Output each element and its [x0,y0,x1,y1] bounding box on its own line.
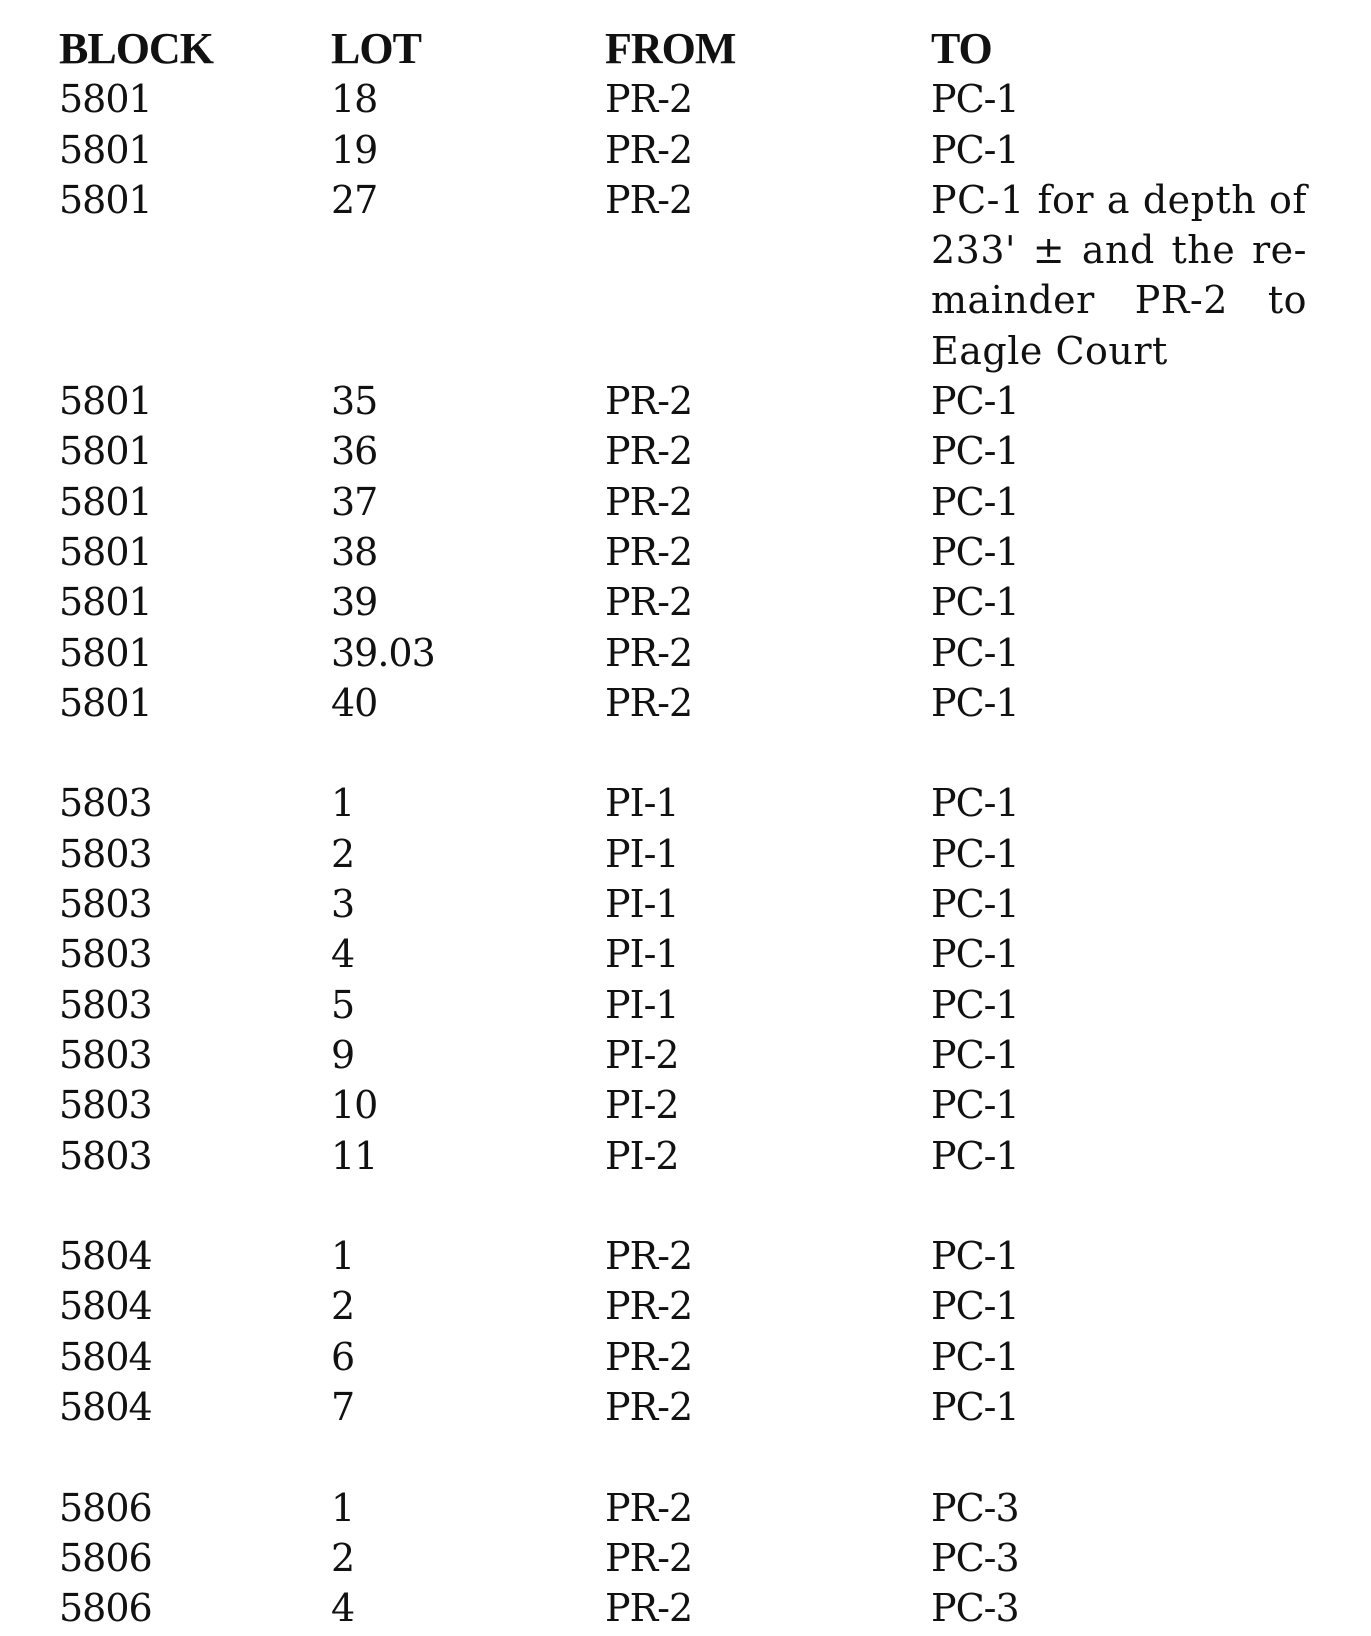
cell-from: PR-2 [605,177,693,222]
cell-to: PC-1 [931,1083,1019,1128]
table-row [59,175,1349,376]
cell-from: PR-2 [605,479,693,524]
cell-block: 5801 [59,177,152,222]
table-row [59,929,1349,979]
cell-lot: 2 [331,1284,355,1329]
table-row [59,376,1349,426]
cell-block: 5801 [59,479,152,524]
group-separator [59,728,1349,778]
table-row [59,1483,1349,1533]
cell-lot: 36 [331,429,378,474]
cell-lot: 27 [331,177,378,222]
cell-to: PC-1 [931,680,1019,725]
cell-from: PI-2 [605,1083,679,1128]
cell-block: 5803 [59,932,152,977]
cell-from: PR-2 [605,429,693,474]
cell-from: PR-2 [605,529,693,574]
group-separator [59,1432,1349,1482]
table-row [59,829,1349,879]
cell-from: PI-1 [605,882,679,927]
cell-from: PR-2 [605,680,693,725]
cell-lot: 11 [331,1133,378,1178]
cell-lot: 2 [331,831,355,876]
header-lot: LOT [331,24,421,73]
table-row [59,1231,1349,1281]
cell-to: PC-1 [931,1234,1019,1279]
cell-to: PC-1 [931,1133,1019,1178]
cell-to: PC-1 [931,1385,1019,1430]
cell-from: PI-2 [605,1032,679,1077]
cell-lot: 4 [331,1586,355,1631]
table-row [59,628,1349,678]
cell-lot: 5 [331,982,355,1027]
table-header-row [59,24,1349,74]
cell-lot: 6 [331,1334,355,1379]
cell-from: PR-2 [605,127,693,172]
cell-lot: 2 [331,1535,355,1580]
cell-lot: 38 [331,529,378,574]
cell-from: PR-2 [605,1234,693,1279]
cell-from: PR-2 [605,77,693,122]
cell-from: PI-1 [605,932,679,977]
cell-to: PC-1 for a depth of 233' ± and the re-mainder PR-2 to Eagle Court [931,177,1307,373]
cell-to: PC-1 [931,1032,1019,1077]
cell-block: 5806 [59,1485,152,1530]
table-row [59,879,1349,929]
cell-block: 5801 [59,680,152,725]
header-from: FROM [605,24,736,73]
table-row [59,1382,1349,1432]
table-row [59,1332,1349,1382]
table-row [59,1281,1349,1331]
cell-lot: 4 [331,932,355,977]
table-row [59,778,1349,828]
cell-block: 5801 [59,127,152,172]
cell-from: PR-2 [605,1385,693,1430]
table-row [59,980,1349,1030]
table-row [59,527,1349,577]
cell-lot: 1 [331,1485,355,1530]
cell-to: PC-3 [931,1586,1019,1631]
cell-to: PC-1 [931,882,1019,927]
cell-from: PI-1 [605,982,679,1027]
header-block: BLOCK [59,24,213,73]
cell-from: PR-2 [605,1535,693,1580]
cell-block: 5801 [59,630,152,675]
cell-to: PC-1 [931,77,1019,122]
cell-from: PR-2 [605,1586,693,1631]
cell-to: PC-1 [931,932,1019,977]
cell-block: 5801 [59,379,152,424]
table-row [59,125,1349,175]
cell-to: PC-1 [931,580,1019,625]
cell-to: PC-1 [931,127,1019,172]
cell-block: 5804 [59,1385,152,1430]
cell-to: PC-1 [931,479,1019,524]
cell-block: 5806 [59,1586,152,1631]
cell-block: 5803 [59,982,152,1027]
table-row [59,678,1349,728]
cell-lot: 1 [331,1234,355,1279]
cell-block: 5804 [59,1234,152,1279]
cell-from: PR-2 [605,1284,693,1329]
table-row [59,426,1349,476]
cell-lot: 40 [331,680,378,725]
cell-to: PC-1 [931,831,1019,876]
group-separator [59,1181,1349,1231]
cell-block: 5803 [59,1032,152,1077]
cell-block: 5801 [59,429,152,474]
table-row [59,1533,1349,1583]
table-row [59,577,1349,627]
cell-block: 5804 [59,1334,152,1379]
table-row [59,1131,1349,1181]
cell-block: 5801 [59,580,152,625]
cell-lot: 39.03 [331,630,435,675]
cell-from: PR-2 [605,379,693,424]
cell-block: 5803 [59,1133,152,1178]
cell-lot: 3 [331,882,355,927]
cell-to: PC-1 [931,982,1019,1027]
cell-from: PI-1 [605,781,679,826]
cell-block: 5803 [59,831,152,876]
table-row [59,1583,1349,1633]
cell-from: PR-2 [605,580,693,625]
cell-lot: 9 [331,1032,355,1077]
cell-lot: 10 [331,1083,378,1128]
table-row [59,74,1349,124]
cell-lot: 19 [331,127,378,172]
cell-block: 5801 [59,529,152,574]
cell-from: PI-2 [605,1133,679,1178]
cell-lot: 37 [331,479,378,524]
cell-from: PI-1 [605,831,679,876]
cell-to: PC-1 [931,1284,1019,1329]
cell-to: PC-1 [931,429,1019,474]
cell-lot: 7 [331,1385,355,1430]
cell-block: 5806 [59,1535,152,1580]
zoning-change-table [59,24,1349,1634]
cell-from: PR-2 [605,1334,693,1379]
cell-to: PC-1 [931,529,1019,574]
cell-from: PR-2 [605,1485,693,1530]
cell-lot: 35 [331,379,378,424]
header-to: TO [931,24,992,73]
cell-to: PC-1 [931,630,1019,675]
cell-block: 5803 [59,781,152,826]
cell-lot: 39 [331,580,378,625]
table-row [59,477,1349,527]
cell-lot: 18 [331,77,378,122]
cell-lot: 1 [331,781,355,826]
cell-block: 5804 [59,1284,152,1329]
cell-to: PC-1 [931,781,1019,826]
cell-to: PC-1 [931,379,1019,424]
cell-to: PC-3 [931,1535,1019,1580]
table-row [59,1080,1349,1130]
cell-from: PR-2 [605,630,693,675]
cell-block: 5803 [59,1083,152,1128]
table-row [59,1030,1349,1080]
cell-block: 5803 [59,882,152,927]
cell-block: 5801 [59,77,152,122]
cell-to: PC-1 [931,1334,1019,1379]
cell-to: PC-3 [931,1485,1019,1530]
table-body [59,74,1349,1633]
